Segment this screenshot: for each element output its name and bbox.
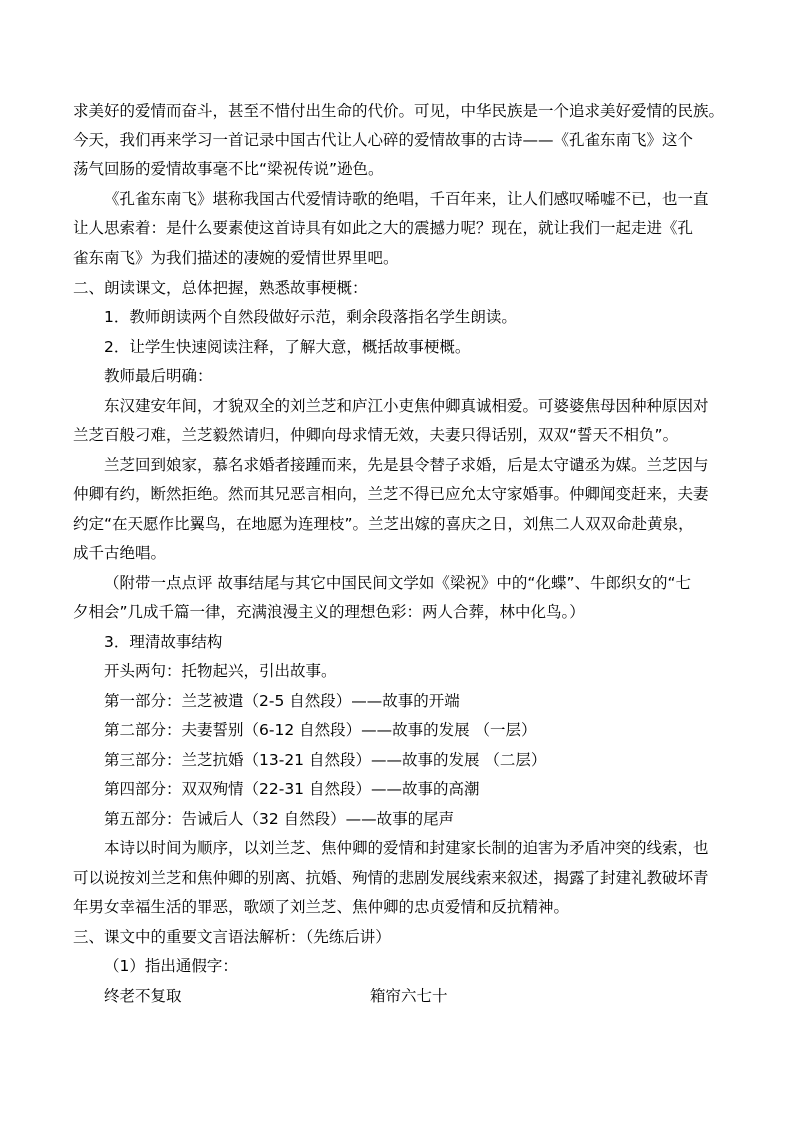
text-line: 2．让学生快速阅读注释，了解大意，概括故事梗概。 — [104, 338, 471, 356]
example-phrase: 终老不复取 — [104, 987, 182, 1005]
text-line: 今天，我们再来学习一首记录中国古代让人心碎的爱情故事的古诗——《孔雀东南飞》这个 — [73, 131, 694, 149]
text-line: 东汉建安年间，才貌双全的刘兰芝和庐江小吏焦仲卿真诚相爱。可婆婆焦母因种种原因对 — [104, 397, 709, 415]
text-line: 第五部分：告诫后人（32 自然段）——故事的尾声 — [104, 810, 455, 828]
text-line: 夕相会”几成千篇一律，充满浪漫主义的理想色彩：两人合葬，林中化鸟。） — [73, 603, 585, 621]
text-line: 仲卿有约，断然拒绝。然而其兄恶言相向，兰芝不得已应允太守家婚事。仲卿闻变赶来，夫妻 — [73, 485, 709, 503]
text-line: 可以说按刘兰芝和焦仲卿的别离、抗婚、殉情的悲剧发展线索来叙述，揭露了封建礼教破坏青 — [73, 869, 709, 887]
text-line: 《孔雀东南飞》堪称我国古代爱情诗歌的绝唱，千百年来，让人们感叹唏嘘不已，也一直 — [104, 190, 709, 208]
text-line: 教师最后明确： — [104, 367, 213, 385]
text-line: 雀东南飞》为我们描述的凄婉的爱情世界里吧。 — [73, 249, 399, 267]
text-line: 约定“在天愿作比翼鸟，在地愿为连理枝”。兰芝出嫁的喜庆之日，刘焦二人双双命赴黄泉， — [73, 515, 694, 533]
section-heading: 三、课文中的重要文言语法解析：（先练后讲） — [73, 928, 391, 946]
text-line: 第三部分：兰芝抗婚（13-21 自然段）——故事的发展 （二层） — [104, 751, 547, 769]
subsection-heading: （1）指出通假字： — [104, 957, 238, 975]
text-line: 第二部分：夫妻誓别（6-12 自然段）——故事的发展 （一层） — [104, 721, 537, 739]
text-line: 第一部分：兰芝被遣（2-5 自然段）——故事的开端 — [104, 692, 460, 710]
text-line: 兰芝百般刁难，兰芝毅然请归，仲卿向母求情无效，夫妻只得话别，双双“誓天不相负”。 — [73, 426, 679, 444]
text-line: 求美好的爱情而奋斗，甚至不惜付出生命的代价。可见，中华民族是一个追求美好爱情的民族。 — [73, 102, 725, 120]
text-line: 年男女幸福生活的罪恶，歌颂了刘兰芝、焦仲卿的忠贞爱情和反抗精神。 — [73, 898, 570, 916]
text-line: （附带一点点评 故事结尾与其它中国民间文学如《梁祝》中的“化蝶”、牛郎织女的“七 — [104, 574, 692, 592]
text-line: 第四部分：双双殉情（22-31 自然段）——故事的高潮 — [104, 780, 480, 798]
text-line: 成千古绝唱。 — [73, 544, 167, 562]
example-phrase: 箱帘六七十 — [370, 987, 448, 1005]
text-line: 兰芝回到娘家，慕名求婚者接踵而来，先是县令替子求婚，后是太守谴丞为媒。兰芝因与 — [104, 456, 709, 474]
section-heading: 二、朗读课文，总体把握，熟悉故事梗概： — [73, 279, 368, 297]
text-line: 本诗以时间为顺序，以刘兰芝、焦仲卿的爱情和封建家长制的迫害为矛盾冲突的线索，也 — [104, 839, 709, 857]
text-line: 1．教师朗读两个自然段做好示范，剩余段落指名学生朗读。 — [104, 308, 517, 326]
text-line: 开头两句：托物起兴，引出故事。 — [104, 662, 337, 680]
text-line: 荡气回肠的爱情故事毫不比“梁祝传说”逊色。 — [73, 160, 384, 178]
text-line: 让人思索着：是什么要素使这首诗具有如此之大的震撼力呢？现在，就让我们一起走进《孔 — [73, 219, 694, 237]
subsection-heading: 3．理清故事结构 — [104, 633, 223, 651]
